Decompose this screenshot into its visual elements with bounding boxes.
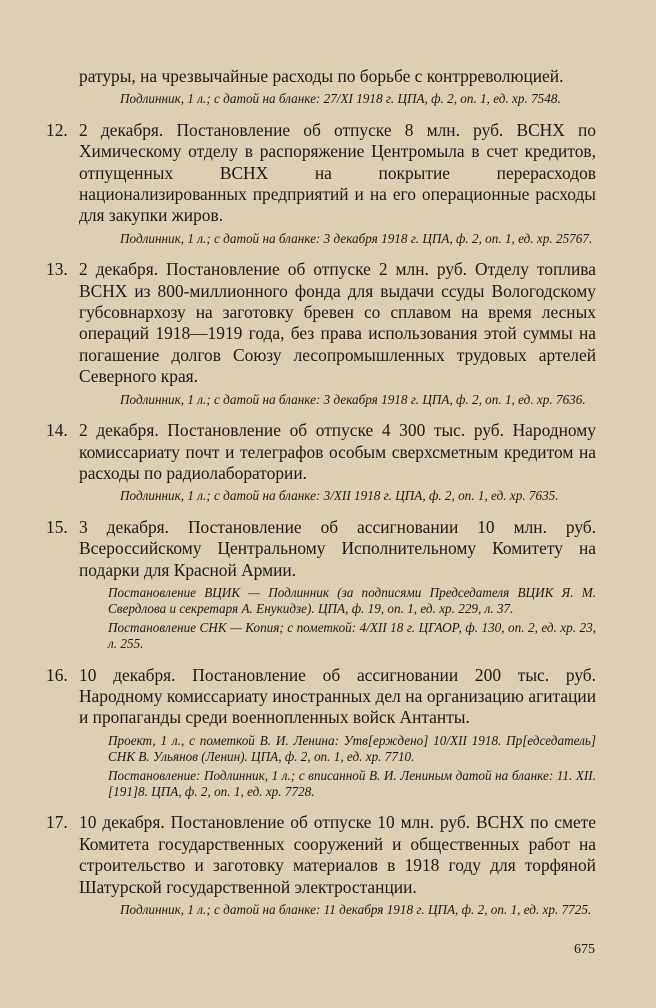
- entry-source: Постановление: Подлинник, 1 л.; с вписанной В. И. Лениным датой на бланке: 11. XII. [191]8. ЦПА, ф. 2, оп. 1, ед. хр. 7728.: [108, 767, 596, 799]
- entry-sources: [108, 733, 596, 801]
- continuation-text: ратуры, на чрезвычайные расходы по борьбе с контрреволюцией.: [79, 66, 564, 86]
- entry-text: 2 декабря. Постановление об отпуске 2 млн. руб. Отделу топлива ВСНХ из 800-миллионного фонда для выдачи ссуды Вологодскому губсовнархозу на заготовку бревен со сплавом на время лесных операций 1918—1919 года, без права использования этой суммы на погашение долгов Союзу лесопромышленных трудовых артелей Северного края.: [79, 259, 596, 387]
- entry-17: [46, 812, 596, 918]
- entry-sources: [108, 585, 596, 653]
- entry-text: 10 декабря. Постановление об ассигновании 200 тыс. руб. Народному комиссариату иностранных дел на организацию агитации и пропаганды среди военнопленных войск Антанты.: [79, 664, 596, 728]
- continuation-block: [46, 66, 596, 108]
- entry-number: 15.: [46, 516, 68, 537]
- entry-15: [46, 517, 596, 653]
- entry-number: 16.: [46, 664, 68, 685]
- entry-number: 14.: [46, 420, 68, 441]
- entry-source: Подлинник, 1 л.; с датой на бланке: 11 декабря 1918 г. ЦПА, ф. 2, оп. 1, ед. хр. 7725.: [120, 902, 592, 918]
- entry-text: 3 декабря. Постановление об ассигновании 10 млн. руб. Всероссийскому Центральному Исполнительному Комитету на подарки для Красной Армии.: [79, 516, 596, 580]
- entry-sources: [120, 488, 596, 504]
- entry-source: Постановление ВЦИК — Подлинник (за подписями Председателя ВЦИК Я. М. Свердлова и секретаря А. Енукидзе). ЦПА, ф. 19, оп. 1, ед. хр. 229, л. 37.: [108, 584, 596, 617]
- entry-source: Подлинник, 1 л.; с датой на бланке: 3 декабря 1918 г. ЦПА, ф. 2, оп. 1, ед. хр. 7636.: [120, 391, 586, 407]
- entry-sources: [120, 392, 596, 408]
- page-number: 675: [574, 942, 595, 957]
- entry-number: 12.: [46, 119, 68, 140]
- entry-text: 10 декабря. Постановление об отпуске 10 млн. руб. ВСНХ по смете Комитета государственных сооружений и общественных работ на строительство и заготовку материалов в 1918 году для торфяной Шатурской государственной электростанции.: [79, 812, 596, 897]
- entry-number: 17.: [46, 812, 68, 833]
- entry-14: [46, 420, 596, 505]
- entry-16: [46, 665, 596, 801]
- entry-sources: [120, 902, 596, 918]
- entry-number: 13.: [46, 259, 68, 280]
- entry-text: 2 декабря. Постановление об отпуске 8 млн. руб. ВСНХ по Химическому отделу в распоряжение Центромыла в счет кредитов, отпущенных ВСНХ на покрытие перерасходов национализированных предприятий и на его операционные расходы для закупки жиров.: [79, 119, 596, 226]
- entry-text: 2 декабря. Постановление об отпуске 4 300 тыс. руб. Народному комиссариату почт и телеграфов особым сверхсметным кредитом на расходы по радиолаборатории.: [79, 420, 596, 483]
- continuation-source: Подлинник, 1 л.; с датой на бланке: 27/XI 1918 г. ЦПА, ф. 2, оп. 1, ед. хр. 7548.: [120, 91, 561, 107]
- entry-sources: [120, 231, 596, 247]
- entry-source: Подлинник, 1 л.; с датой на бланке: 3 декабря 1918 г. ЦПА, ф. 2, оп. 1, ед. хр. 25767.: [120, 230, 593, 246]
- entry-source: Проект, 1 л., с пометкой В. И. Ленина: Утв[ерждено] 10/XII 1918. Пр[едседатель] СНК В. Ульянов (Ленин). ЦПА, ф. 2, оп. 1, ед. хр. 7710.: [108, 732, 596, 765]
- entry-12: [46, 120, 596, 247]
- entry-source: Постановление СНК — Копия; с пометкой: 4/XII 18 г. ЦГАОР, ф. 130, оп. 2, ед. хр. 23, л. 255.: [108, 619, 596, 652]
- entry-13: [46, 259, 596, 408]
- entry-source: Подлинник, 1 л.; с датой на бланке: 3/XII 1918 г. ЦПА, ф. 2, оп. 1, ед. хр. 7635.: [120, 488, 559, 504]
